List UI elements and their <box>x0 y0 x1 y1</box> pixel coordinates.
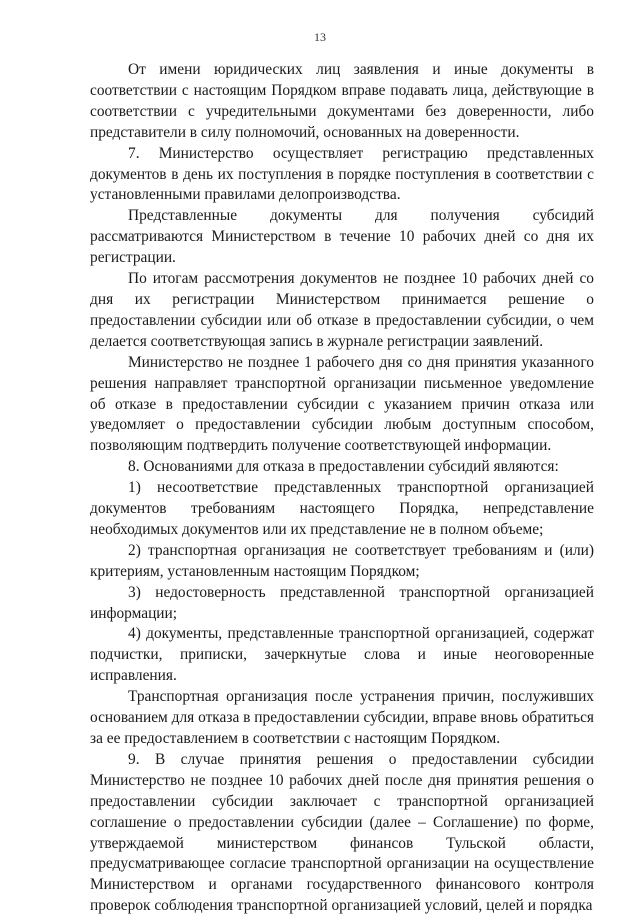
paragraph-8-grounds: 8. Основаниями для отказа в предоставлении субсидий являются: <box>128 458 559 476</box>
page-number: 13 <box>314 30 326 44</box>
paragraph-legal-entities: От имени юридических лиц заявления и иные документы в соответствии с настоящим Порядком вправе подавать лица, действующие в соответствии с учредительными документами без доверенности, либо представители в силу полномочий, основанных на доверенности. <box>90 61 594 141</box>
paragraph-review-period: Представленные документы для получения субсидий рассматриваются Министерством в течение 10 рабочих дней со дня их регистрации. <box>90 207 594 267</box>
paragraph-decision: По итогам рассмотрения документов не позднее 10 рабочих дней со дня их регистрации Министерством принимается решение о предоставлении субсидии или об отказе в предоставлении субсидии, о чем делается соответствующая запись в журнале регистрации заявлений. <box>90 270 594 350</box>
paragraph-9-agreement: 9. В случае принятия решения о предоставлении субсидии Министерство не позднее 10 рабочих дней после дня принятия решения о предоставлении субсидии заключает с транспортной организацией соглашение о предоставлении субсидии (далее – Соглашение) по форме, утверждаемой министерством финансов Тульской области, предусматривающее согласие транспортной организации на осуществление Министерством и органами государственного финансового контроля проверок соблюдения транспортной организацией условий, целей и порядка <box>90 750 594 915</box>
list-item-ground-4: 4) документы, представленные транспортной организацией, содержат подчистки, приписки, зачеркнутые слова и иные неоговоренные исправления. <box>90 625 594 685</box>
paragraph-7-registration: 7. Министерство осуществляет регистрацию представленных документов в день их поступления в порядке поступления в соответствии с установленными правилами делопроизводства. <box>90 144 594 204</box>
list-item-ground-2: 2) транспортная организация не соответствует требованиям и (или) критериям, установленным настоящим Порядком; <box>90 541 594 580</box>
list-item-ground-3: 3) недостоверность представленной транспортной организацией информации; <box>90 583 594 622</box>
paragraph-notification: Министерство не позднее 1 рабочего дня со дня принятия указанного решения направляет транспортной организации письменное уведомление об отказе в предоставлении субсидии с указанием причин отказа или уведомляет о предоставлении субсидии любым доступным способом, позволяющим подтвердить получение соответствующей информации. <box>90 353 594 455</box>
paragraph-reapply: Транспортная организация после устранения причин, послуживших основанием для отказа в предоставлении субсидии, вправе вновь обратиться за ее предоставлением в соответствии с настоящим Порядком. <box>90 688 594 747</box>
document-body <box>90 60 594 917</box>
list-item-ground-1: 1) несоответствие представленных транспортной организацией документов требованиям настоящего Порядка, непредставление необходимых документов или их представление не в полном объеме; <box>90 479 594 538</box>
